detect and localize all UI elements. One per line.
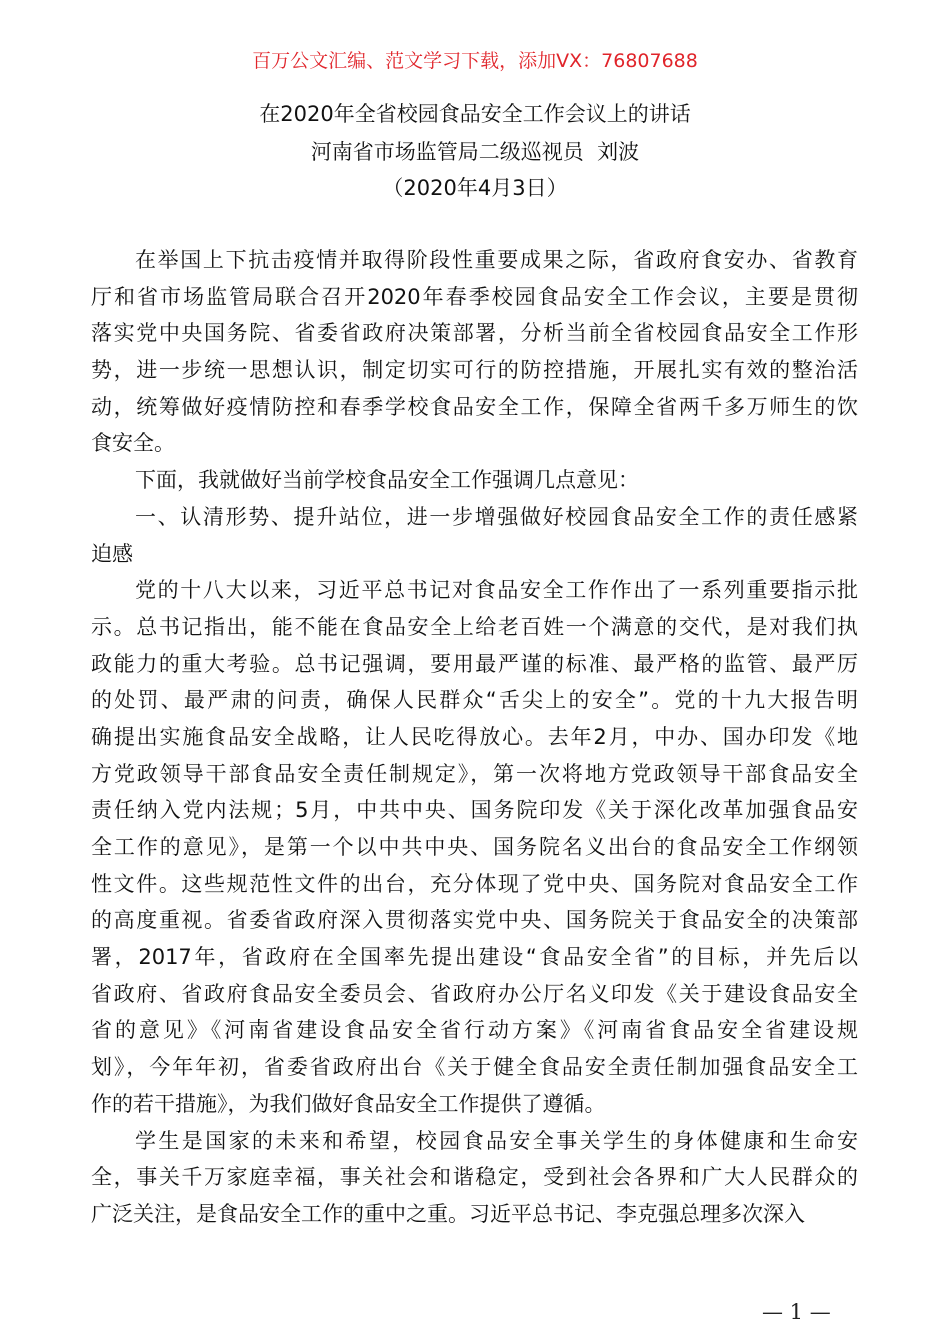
text-line: 下面，我就做好当前学校食品安全工作强调几点意见： [135, 468, 639, 493]
text-line: 的处罚、最严肃的问责，确保人民群众“舌尖上的安全”。党的十九大报告明 [91, 688, 858, 713]
text-line: 一、认清形势、提升站位，进一步增强做好校园食品安全工作的责任感紧 [135, 504, 858, 529]
speech-date: （2020年4月3日） [382, 176, 568, 200]
text-line: 省政府、省政府食品安全委员会、省政府办公厅名义印发《关于建设食品安全 [91, 981, 858, 1006]
text-line: 党的十八大以来，习近平总书记对食品安全工作作出了一系列重要指示批 [135, 578, 858, 603]
paragraph [91, 499, 858, 572]
text-line: 全，事关千万家庭幸福，事关社会和谐稳定，受到社会各界和广大人民群众的 [91, 1165, 858, 1190]
paragraph [91, 462, 858, 499]
speech-title: 在2020年全省校园食品安全工作会议上的讲话 [259, 102, 691, 126]
text-line: 厅和省市场监管局联合召开2020年春季校园食品安全工作会议，主要是贯彻 [91, 284, 858, 309]
text-line: 势，进一步统一思想认识，制定切实可行的防控措施，开展扎实有效的整治活 [91, 358, 858, 383]
text-line: 政能力的重大考验。总书记强调，要用最严谨的标准、最严格的监管、最严厉 [91, 651, 858, 676]
text-line: 全工作的意见》，是第一个以中共中央、国务院名义出台的食品安全工作纲领 [91, 835, 858, 859]
text-line: 确提出实施食品安全战略，让人民吃得放心。去年2月，中办、国办印发《地 [91, 724, 858, 749]
paragraph [91, 242, 858, 462]
text-line: 学生是国家的未来和希望，校园食品安全事关学生的身体健康和生命安 [135, 1128, 858, 1153]
page-number: — 1 — [762, 1300, 831, 1324]
text-line: 食安全。 [91, 431, 175, 456]
text-line: 省的意见》《河南省建设食品安全省行动方案》《河南省食品安全省建设规 [91, 1018, 858, 1043]
text-line: 责任纳入党内法规；5月，中共中央、国务院印发《关于深化改革加强食品安 [91, 798, 858, 823]
text-line: 动，统筹做好疫情防控和春季学校食品安全工作，保障全省两千多万师生的饮 [91, 394, 858, 419]
text-line: 落实党中央国务院、省委省政府决策部署，分析当前全省校园食品安全工作形 [91, 321, 858, 346]
document-body [91, 242, 858, 1233]
text-line: 在举国上下抗击疫情并取得阶段性重要成果之际，省政府食安办、省教育 [135, 248, 858, 272]
text-line: 作的若干措施》，为我们做好食品安全工作提供了遵循。 [91, 1091, 606, 1116]
speaker-line: 河南省市场监管局二级巡视员 刘波 [310, 140, 640, 164]
text-line: 迫感 [91, 541, 133, 566]
paragraph [91, 572, 858, 1122]
paragraph [91, 1123, 858, 1233]
text-line: 性文件。这些规范性文件的出台，充分体现了党中央、国务院对食品安全工作 [91, 871, 858, 896]
promo-banner: 百万公文汇编、范文学习下载，添加VX：76807688 [252, 50, 698, 72]
text-line: 方党政领导干部食品安全责任制规定》，第一次将地方党政领导干部食品安全 [91, 761, 858, 786]
text-line: 的高度重视。省委省政府深入贯彻落实党中央、国务院关于食品安全的决策部 [91, 908, 858, 933]
text-line: 划》，今年年初，省委省政府出台《关于健全食品安全责任制加强食品安全工 [91, 1055, 858, 1080]
text-line: 署，2017年，省政府在全国率先提出建设“食品安全省”的目标，并先后以 [91, 945, 858, 970]
text-line: 示。总书记指出，能不能在食品安全上给老百姓一个满意的交代，是对我们执 [91, 614, 858, 639]
text-line: 广泛关注，是食品安全工作的重中之重。习近平总书记、李克强总理多次深入 [91, 1201, 805, 1226]
